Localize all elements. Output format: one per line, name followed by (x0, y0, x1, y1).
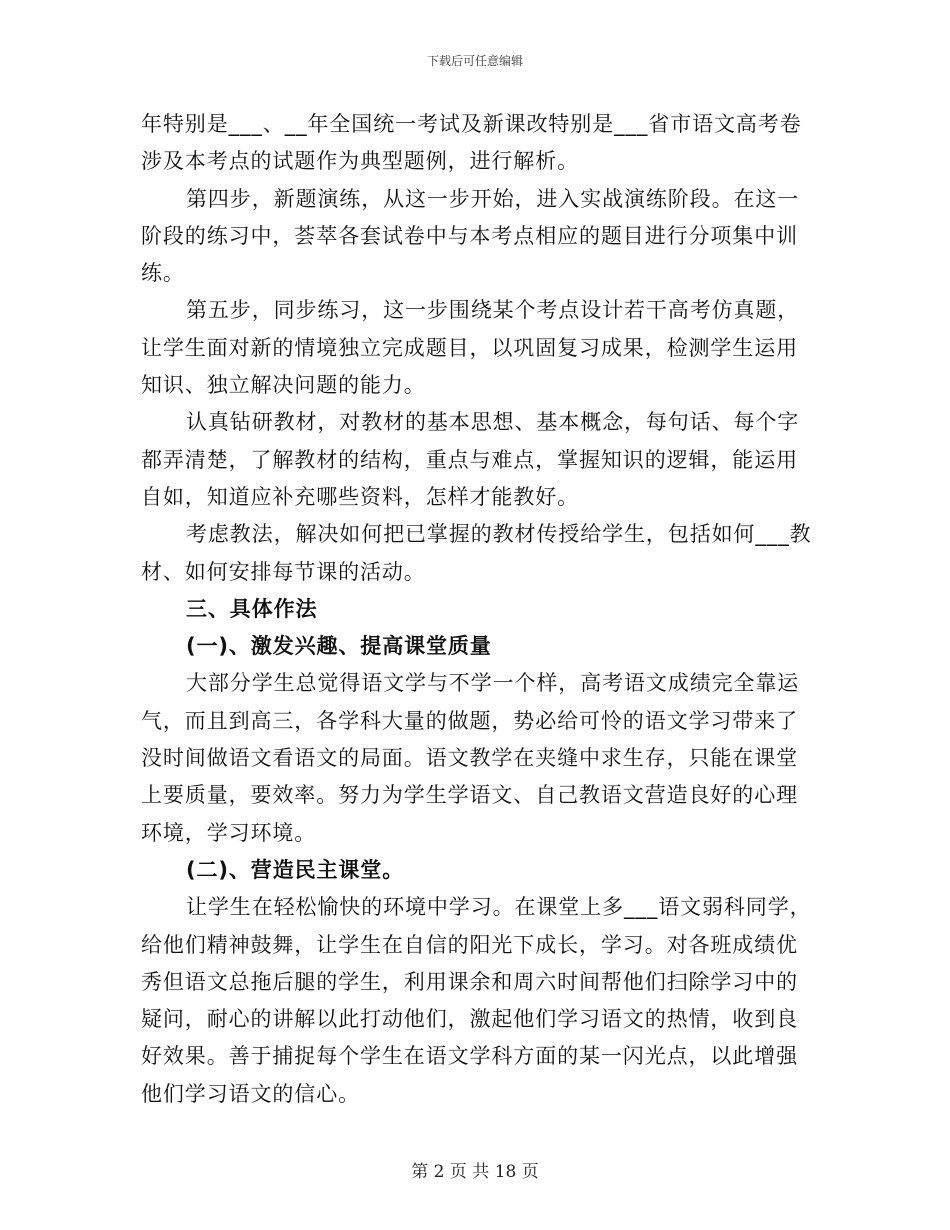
text-line: 第五步，同步练习，这一步围绕某个考点设计若干高考仿真题， (186, 298, 800, 323)
text-line: 疑问，耐心的讲解以此打动他们，激起他们学习语文的热情，收到良 (141, 1007, 798, 1032)
subsection-heading: (二)、营造民主课堂。 (186, 857, 405, 882)
text-line: 秀但语文总拖后腿的学生，利用课余和周六时间帮他们扫除学习中的 (141, 969, 798, 994)
section-heading: 三、具体作法 (186, 596, 318, 621)
text-line: 环境，学习环境。 (141, 820, 317, 845)
text-line: 练。 (141, 261, 185, 286)
text-line: 让学生面对新的情境独立完成题目，以巩固复习成果，检测学生运用 (141, 335, 798, 360)
text-line: 都弄清楚，了解教材的结构，重点与难点，掌握知识的逻辑，能运用 (141, 447, 798, 472)
text-line: 气，而且到高三，各学科大量的做题，势必给可怜的语文学习带来了 (141, 708, 798, 733)
page-header: 下载后可任意编辑 (426, 54, 523, 68)
text-line: 自如，知道应补充哪些资料，怎样才能教好。 (141, 484, 579, 509)
text-line: 知识、独立解决问题的能力。 (141, 373, 426, 398)
text-line: 阶段的练习中，荟萃各套试卷中与本考点相应的题目进行分项集中训 (141, 223, 798, 248)
text-line: 大部分学生总觉得语文学与不学一个样，高考语文成绩完全靠运 (186, 671, 800, 696)
subsection-heading: (一)、激发兴趣、提高课堂质量 (186, 634, 492, 659)
text-line: 考虑教法，解决如何把已掌握的教材传授给学生，包括如何___教 (186, 522, 812, 547)
text-line: 材、如何安排每节课的活动。 (141, 559, 426, 584)
text-line: 他们学习语文的信心。 (141, 1081, 360, 1106)
text-line: 上要质量，要效率。努力为学生学语文、自己教语文营造良好的心理 (141, 783, 798, 808)
text-line: 给他们精神鼓舞，让学生在自信的阳光下成长，学习。对各班成绩优 (141, 932, 798, 957)
text-line: 年特别是___、__年全国统一考试及新课改特别是___省市语文高考卷 (141, 112, 802, 136)
text-line: 认真钻研教材，对教材的基本思想、基本概念，每句话、每个字 (186, 410, 800, 435)
text-line: 第四步，新题演练，从这一步开始，进入实战演练阶段。在这一 (186, 186, 800, 211)
text-line: 涉及本考点的试题作为典型题例，进行解析。 (141, 149, 579, 174)
text-line: 好效果。善于捕捉每个学生在语文学科方面的某一闪光点，以此增强 (141, 1044, 798, 1069)
text-line: 让学生在轻松愉快的环境中学习。在课堂上多___语文弱科同学， (186, 895, 812, 920)
page-footer: 第 2 页 共 18 页 (411, 1162, 539, 1182)
document-body (141, 106, 811, 1113)
text-line: 没时间做语文看语文的局面。语文教学在夹缝中求生存，只能在课堂 (141, 746, 798, 771)
